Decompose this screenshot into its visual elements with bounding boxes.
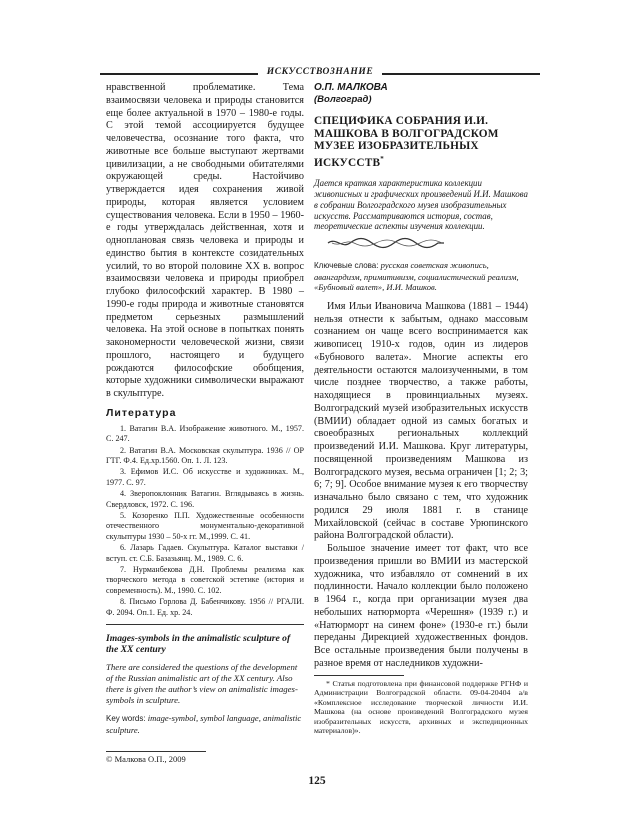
author-city: (Волгоград) (314, 94, 372, 105)
footnote-mark: * (380, 154, 384, 163)
reference-item: 4. Зверопоклонник Ватагин. Вглядываясь в жизнь. Свердловск, 1972. С. 196. (106, 489, 304, 509)
footnote-rule (314, 675, 404, 676)
english-abstract: There are considered the questions of the development of the Russian animalistic art of the XX century. Also there is given the author’s view on animalistic images-symbols in sculpture. (106, 662, 298, 706)
reference-item: 2. Ватагин В.А. Московская скульптура. 1936 // ОР ГТГ. Ф.4. Ед.хр.1560. Оп. 1. Л. 123. (106, 445, 304, 465)
russian-keywords-list: русская советская живопись, авангардизм, примитивизм, социалистический реализм, «Бубновый валет», И.И. Машков. (314, 260, 519, 293)
reference-item: 7. Нурманбекова Д.Н. Проблемы реализма как творческого метода в советской эстетике (история и современность). М., 1990. С. 102. (106, 565, 304, 595)
reference-item: 5. Козоренко П.П. Художественные особенности отечественного монументально-декоративной скульптуры 1930 – 50-х гг. М.,1999. С. 41. (106, 511, 304, 541)
page-number: 125 (308, 775, 326, 787)
english-keywords (106, 713, 304, 735)
reference-item: 8. Письмо Горлова Д. Бабенчикову. 1956 // РГАЛИ. Ф. 2094. Оп.1. Ед. хр. 24. (106, 597, 304, 617)
article-title-text: СПЕЦИФИКА СОБРАНИЯ И.И. МАШКОВА В ВОЛГОГРАДСКОМ МУЗЕЕ ИЗОБРАЗИТЕЛЬНЫХ ИСКУССТВ (314, 115, 499, 169)
reference-list (106, 424, 304, 618)
copyright-notice: © Малкова О.П., 2009 (106, 754, 186, 764)
reference-item: 1. Ватагин В.А. Изображение животного. М., 1957. С. 247. (106, 423, 304, 444)
body-paragraph: Имя Ильи Ивановича Машкова (1881 – 1944) нельзя отнести к забытым, однако массовым сознанием он чаще всего воспринимается как живописец 1910-х годов, один из лидеров «Бубнового валета». Многие аспекты его деятельности остаются малоизученными, в том числе позднее творчество, а также работы, находящиеся в провинциальных музеях. Волгоградский музей изобразительных искусств (ВМИИ) обладает одной из самых богатых и своеобразных региональных коллекций произведений И.И. Машкова. Круг литературы, посвященной произведениям Машкова из Волгоградского музея, весьма ограничен [1; 2; 3; 6; 7; 9]. Особое внимание музея к его творчеству изначально было связано с тем, что художник родился 29 июля 1881 г. в станице Михайловской (сейчас в составе Урюпинского района Волгоградской области). (314, 300, 528, 542)
section-divider (106, 624, 304, 625)
continued-paragraph: нравственной проблематике. Тема взаимосвязи человека и природы становится еще более актуальной в 1970 – 1980-е годы. С этой темой ассоциируется будущее человечества, осознание того факта, что животные все больше выступают жертвами цивилизации, а не свободными обитателями окружающей среды. Настойчиво утверждается идея сохранения живой природы, которая является условием существования человека. Если в 1950 – 1960-е годы утверждалась действенная, хотя и одноплановая связь человека и природы и единство бытия в контексте созидательных усилий, то во второй половине XX в. вопрос взаимосвязи человека и природы приобрел глубоко философский характер. В 1980 – 1990-е годы природа и животные становятся предметом серьезных размышлений человека. На этой основе в попытках понять закономерности человеческой жизни, связи прошлого, настоящего и будущего рождаются философские обобщения, которые художники символически выражают в скульптуре. (106, 82, 304, 399)
body-paragraph: Большое значение имеет тот факт, что все произведения пришли во ВМИИ из мастерской художника, что избавляло от сомнений в их подлинности. Начало коллекции было положено в 1964 г., когда при организации музея два небольших натюрморта «Черешня» (1939 г.) и «Натюрморт на синем фоне» (1930-е гг.) были переданы Дирекцией художественных фондов. Все остальные произведения были получены в разное время от наследников художни- (314, 543, 528, 669)
english-keywords-label: Key words: (106, 714, 146, 724)
english-title: Images-symbols in the animalistic sculpture of the XX century (106, 633, 291, 656)
ornament-divider-icon (326, 236, 446, 250)
header-rule-left (100, 73, 258, 75)
russian-keywords-label: Ключевые слова: (314, 261, 379, 271)
footnote: * Статья подготовлена при финансовой поддержке РГНФ и Администрации Волгоградской области. 09-04-20404 а/в «Комплексное исследование творческой личности И.И. Машкова (на основе произведений Волгоградского музея изобразительных искусств, архивных и экспедиционных материалов)». (314, 678, 528, 736)
russian-keywords (314, 260, 528, 293)
author-name: О.П. МАЛКОВА (314, 82, 388, 93)
reference-item: 6. Лазарь Гадаев. Скульптура. Каталог выставки / вступ. ст. С.Б. Базазьянц. М., 1989. С. 6. (106, 543, 304, 563)
left-column (106, 82, 304, 735)
right-column (314, 82, 528, 736)
copyright-rule (106, 751, 206, 752)
article-title (314, 115, 528, 169)
english-keywords-list: image-symbol, symbol language, animalistic sculpture. (106, 713, 302, 735)
reference-item: 3. Ефимов И.С. Об искусстве и художниках. М., 1977. С. 97. (106, 467, 304, 487)
literature-heading: Литература (106, 406, 177, 419)
section-label: ИСКУССТВОЗНАНИЕ (266, 67, 374, 77)
header-rule-right (382, 73, 540, 75)
running-header (100, 67, 540, 79)
russian-abstract: Дается краткая характеристика коллекции живописных и графических произведений И.И. Машкова в собрании Волгоградского музея изобразительных искусств. Рассматриваются история, состав, теоретические аспекты изучения коллекции. (314, 178, 528, 232)
